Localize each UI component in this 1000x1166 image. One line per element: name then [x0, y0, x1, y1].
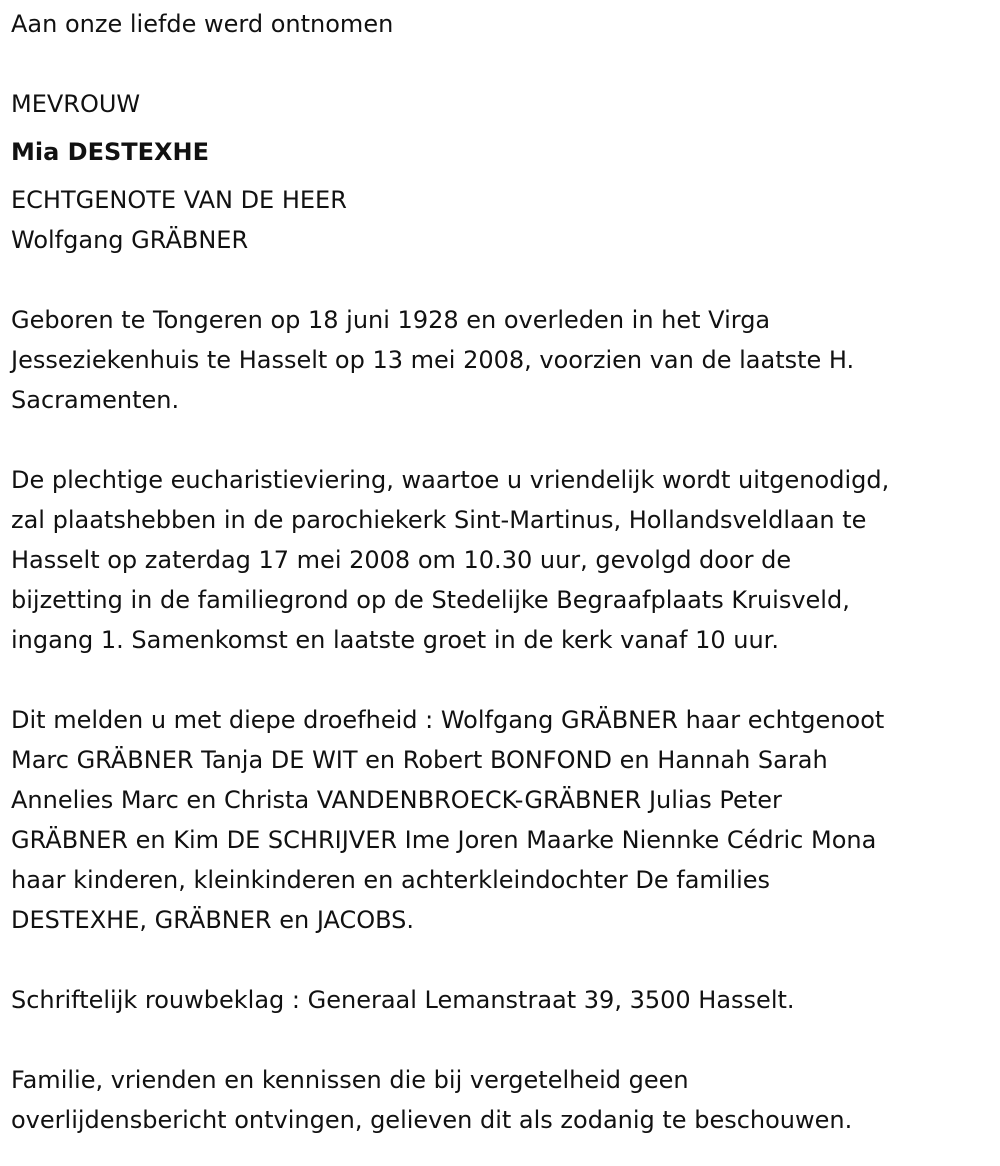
birth-death-paragraph — [11, 300, 991, 420]
paragraph-line: Annelies Marc en Christa VANDENBROECK-GRÄBNER Julias Peter — [11, 786, 782, 814]
paragraph-line: Familie, vrienden en kennissen die bij vergetelheid geen — [11, 1066, 689, 1094]
intro-text: Aan onze liefde werd ontnomen — [11, 10, 394, 38]
closing-paragraph — [11, 1060, 991, 1140]
paragraph-line: overlijdensbericht ontvingen, gelieven dit als zodanig te beschouwen. — [11, 1106, 853, 1134]
paragraph-line: De plechtige eucharistieviering, waartoe u vriendelijk wordt uitgenodigd, — [11, 466, 890, 494]
paragraph-line: Hasselt op zaterdag 17 mei 2008 om 10.30 uur, gevolgd door de — [11, 546, 792, 574]
spacer — [11, 260, 991, 300]
spacer — [11, 940, 991, 980]
deceased-name: Mia DESTEXHE — [11, 138, 210, 166]
relation-text: ECHTGENOTE VAN DE HEER — [11, 186, 347, 214]
spacer — [11, 420, 991, 460]
paragraph-line: Marc GRÄBNER Tanja DE WIT en Robert BONFOND en Hannah Sarah — [11, 746, 828, 774]
ceremony-paragraph — [11, 460, 991, 660]
paragraph-line: zal plaatshebben in de parochiekerk Sint-Martinus, Hollandsveldlaan te — [11, 506, 867, 534]
spacer — [11, 1020, 991, 1060]
spouse-name: Wolfgang GRÄBNER — [11, 226, 249, 254]
condolence-address: Schriftelijk rouwbeklag : Generaal Lemanstraat 39, 3500 Hasselt. — [11, 986, 795, 1014]
paragraph-line: Geboren te Tongeren op 18 juni 1928 en overleden in het Virga — [11, 306, 771, 334]
paragraph-line: bijzetting in de familiegrond op de Stedelijke Begraafplaats Kruisveld, — [11, 586, 850, 614]
obituary-notice — [11, 4, 991, 1140]
paragraph-line: haar kinderen, kleinkinderen en achterkleindochter De families — [11, 866, 771, 894]
paragraph-line: GRÄBNER en Kim DE SCHRIJVER Ime Joren Maarke Niennke Cédric Mona — [11, 826, 877, 854]
paragraph-line: ingang 1. Samenkomst en laatste groet in de kerk vanaf 10 uur. — [11, 626, 779, 654]
family-paragraph — [11, 700, 991, 940]
spacer — [11, 44, 991, 84]
paragraph-line: Sacramenten. — [11, 386, 180, 414]
spacer — [11, 660, 991, 700]
honorific-title: MEVROUW — [11, 90, 141, 118]
paragraph-line: Jesseziekenhuis te Hasselt op 13 mei 2008, voorzien van de laatste H. — [11, 346, 855, 374]
paragraph-line: DESTEXHE, GRÄBNER en JACOBS. — [11, 906, 415, 934]
paragraph-line: Dit melden u met diepe droefheid : Wolfgang GRÄBNER haar echtgenoot — [11, 706, 885, 734]
